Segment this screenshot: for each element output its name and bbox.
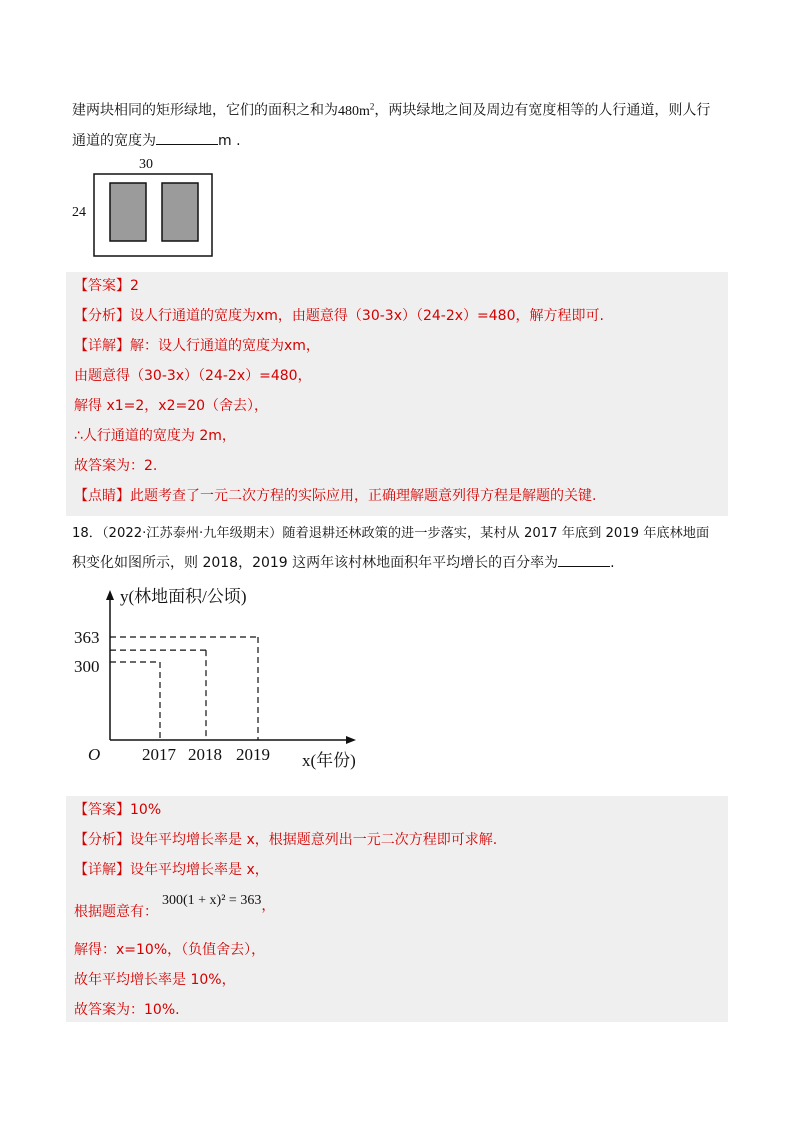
sol17-analysis-text: 设人行通道的宽度为xm，由题意得（30-3x）（24-2x）=480，解方程即可. <box>130 308 604 324</box>
q18-period: . <box>610 555 615 571</box>
q17-height-label: 24 <box>72 205 86 220</box>
sol17-comment-text: 此题考查了一元二次方程的实际应用，正确理解题意列得方程是解题的关键. <box>130 488 597 504</box>
sol18-equation-comma: ， <box>261 898 276 914</box>
q18-answer-blank <box>558 552 610 567</box>
x-tick-2019: 2019 <box>236 745 270 764</box>
q17-area <box>338 101 375 119</box>
q17-line2 <box>72 130 241 151</box>
sol17-analysis-tag: 【分析】 <box>74 308 130 324</box>
sol18-detail2 <box>74 893 276 923</box>
y-tick-363: 363 <box>74 628 100 647</box>
sol18-detail-tag: 【详解】 <box>74 862 130 878</box>
sol17-answer-value: 2 <box>130 278 139 294</box>
x-axis-label: x(年份) <box>302 751 356 770</box>
y-tick-300: 300 <box>74 657 100 676</box>
green-plot-left <box>110 183 146 241</box>
sol17-detail3: 解得 x1=2，x2=20（舍去）， <box>74 398 269 414</box>
sol18-answer-value: 10% <box>130 802 162 818</box>
sol17-detail <box>74 336 320 356</box>
q17-text-a: 建两块相同的矩形绿地，它们的面积之和为 <box>72 102 338 119</box>
q18-chart <box>74 580 374 780</box>
sol18-detail4: 故年平均增长率是 10%， <box>74 972 236 988</box>
q18-text: 积变化如图所示，则 2018，2019 这两年该村林地面积年平均增长的百分率为 <box>72 555 559 571</box>
sol18-analysis <box>74 830 497 850</box>
q17-figure <box>66 150 226 260</box>
green-plot-right <box>162 183 198 241</box>
q18-chart-svg <box>74 580 374 780</box>
sol18-detail1: 设年平均增长率是 x， <box>130 862 269 878</box>
sol17-detail-tag: 【详解】 <box>74 338 130 354</box>
x-tick-2017: 2017 <box>142 745 176 764</box>
sol18-answer-tag: 【答案】 <box>74 802 130 818</box>
q17-area-value: 480m <box>338 103 370 119</box>
q17-text-c: 通道的宽度为 <box>72 133 156 149</box>
q17-area-exp: 2 <box>369 101 375 111</box>
sol17-answer <box>74 276 139 296</box>
sol18-detail2-text: 根据题意有： <box>74 904 158 920</box>
sol17-detail5: 故答案为：2. <box>74 458 158 474</box>
sol18-answer <box>74 800 161 820</box>
sol18-equation: 300(1 + x)² = 363 <box>162 893 262 908</box>
sol18-detail <box>74 860 269 880</box>
q18-line2 <box>72 552 615 573</box>
q18-line1: 18．（2022·江苏泰州·九年级期末）随着退耕还林政策的进一步落实，某村从 2017 年底到 2019 年底林地面 <box>72 526 710 541</box>
sol17-detail2: 由题意得（30-3x）（24-2x）=480， <box>74 368 312 384</box>
q17-width-label: 30 <box>139 157 153 172</box>
sol17-answer-tag: 【答案】 <box>74 278 130 294</box>
sol18-analysis-tag: 【分析】 <box>74 832 130 848</box>
sol17-analysis <box>74 306 604 326</box>
sol18-detail5: 故答案为：10%. <box>74 1002 180 1018</box>
y-axis-label: y(林地面积/公顷) <box>120 587 247 606</box>
sol18-detail3: 解得：x=10%，（负值舍去）， <box>74 942 266 958</box>
sol17-comment <box>74 486 596 506</box>
x-tick-2018: 2018 <box>188 745 222 764</box>
sol17-detail1: 解：设人行通道的宽度为xm， <box>130 338 320 354</box>
chart-marks <box>74 628 270 764</box>
y-axis-arrow <box>106 590 114 600</box>
solution-18 <box>66 796 728 1022</box>
q17-answer-blank <box>156 130 218 145</box>
q17-line1 <box>72 96 710 122</box>
sol17-detail4: ∴人行通道的宽度为 2m， <box>74 428 236 444</box>
sol17-comment-tag: 【点睛】 <box>74 488 130 504</box>
q17-unit: m . <box>218 133 241 149</box>
q17-text-b: ，两块绿地之间及周边有宽度相等的人行通道，则人行 <box>374 102 711 119</box>
x-axis-arrow <box>346 736 356 744</box>
origin-label: O <box>88 745 101 764</box>
sol18-analysis-text: 设年平均增长率是 x，根据题意列出一元二次方程即可求解. <box>130 832 498 848</box>
solution-17 <box>66 272 728 516</box>
